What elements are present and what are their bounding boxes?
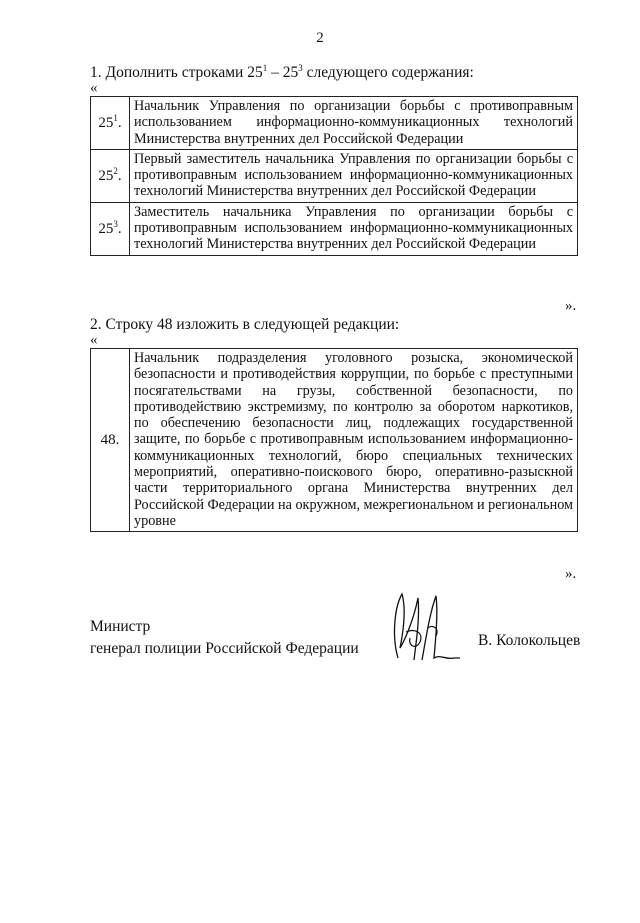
instruction-1-suffix: следующего содержания: xyxy=(302,64,474,81)
instruction-1-dash: – 25 xyxy=(267,64,299,81)
quote-open-1: « xyxy=(90,80,98,96)
handwritten-signature xyxy=(384,588,464,668)
instruction-1-sup1: 1 xyxy=(262,62,268,73)
row-number: $25^2$. xyxy=(91,149,130,202)
row-text: Заместитель начальника Управления по организации борьбы с противоправным использованием информационно-коммуникационных технологий Министерства внутренних дел Российской Федерации xyxy=(130,202,578,255)
instruction-2: 2. Строку 48 изложить в следующей редакции: xyxy=(90,316,400,333)
quote-close-1: ». xyxy=(565,298,577,314)
signatory-title-line2: генерал полиции Российской Федерации xyxy=(90,640,359,657)
row-number: 48. xyxy=(91,349,130,532)
table-rows-25 xyxy=(90,96,578,256)
row-number: $25^3$. xyxy=(91,202,130,255)
row-text: Первый заместитель начальника Управления по организации борьбы с противоправным использованием информационно-коммуникационных технологий Министерства внутренних дел Российской Федерации xyxy=(130,149,578,202)
signatory-title xyxy=(90,616,359,660)
instruction-1 xyxy=(90,64,474,82)
table-row xyxy=(91,202,578,255)
signatory-title-line1: Министр xyxy=(90,618,151,635)
page-number: 2 xyxy=(316,30,324,46)
signatory-name: В. Колокольцев xyxy=(478,632,581,649)
row-text: Начальник подразделения уголовного розыска, экономической безопасности и противодействия коррупции, по борьбе с преступными посягательствами на грузы, собственной безопасности, по противодействию экстремизму, по контролю за оборотом наркотиков, по обеспечению безопасности лиц, подлежащих государственной защите, по борьбе с противоправным использованием информационно-коммуникационных технологий, бюро специальных технических мероприятий, оперативно-поискового бюро, оперативно-разыскной части территориального органа Министерства внутренних дел Российской Федерации на окружном, межрегиональном и региональном уровне xyxy=(130,349,578,532)
table-row-48 xyxy=(90,348,578,532)
row-number: $25^1$. xyxy=(91,97,130,150)
row-text: Начальник Управления по организации борьбы с противоправным использованием информационно-коммуникационных технологий Министерства внутренних дел Российской Федерации xyxy=(130,97,578,150)
quote-close-2: ». xyxy=(565,566,577,582)
instruction-1-sup2: 3 xyxy=(298,62,303,73)
table-row xyxy=(91,97,578,150)
table-row xyxy=(91,149,578,202)
quote-open-2: « xyxy=(90,332,98,348)
table-row xyxy=(91,349,578,532)
instruction-1-prefix: 1. Дополнить строками 25 xyxy=(90,64,263,81)
